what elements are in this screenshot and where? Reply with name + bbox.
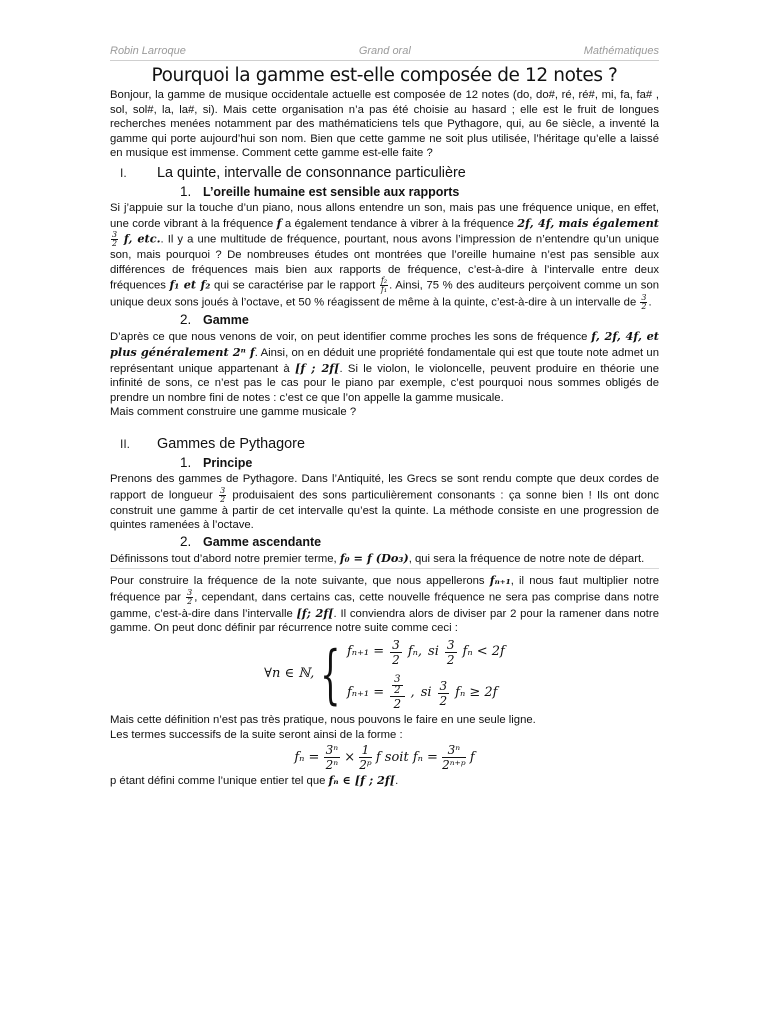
fraction-3-2: $\frac{3}{2}$ xyxy=(641,293,647,312)
paragraph-form: Les termes successifs de la suite seront ainsi de la forme : xyxy=(110,728,403,741)
case-line-1: fₙ₊₁ = $\frac{3}{2}$ fₙ, si 3 2 fₙ < 2f xyxy=(346,638,505,668)
closed-form-equation: fₙ = $\frac{\text{3ⁿ}}{\text{2ⁿ}}$ × $\frac{1}{\text{2ᵖ}}$ f soit fₙ = $\frac{\text{3ⁿ}}{\text{2ⁿ⁺ᵖ}}$ f xyxy=(294,743,475,773)
paragraph-ear-ratios: Si j’appuie sur la touche d’un piano, nous allons entendre un son, mais pas une fréquence unique, en effet, une corde vibrant à la fréquence f a également tendance à vibrer à la fréquence 2f, 4f, mais également $\frac{3}{2}$ f, etc.. Il y a une multitude de fréquence, pourtant, nous avons l’impression de n’entendre qu’un unique son, mais pourquoi ? De nombreuses études ont montrées que l’oreille humaine n’est pas sensible aux différences de fréquences mais bien aux rapports de fréquence, c’est-à-dire à l’intervalle entre deux fréquences f₁ et f₂ qui se caractérise par le rapport $\frac{\text{f₂}}{\text{f₁}}$ . Ainsi, 75 % des auditeurs perçoivent comme un son unique deux sons joués à l’octave, et 50 % réagissent de même à la quinte, c’est-à-dire à un intervalle de $\frac{3}{2}$ . xyxy=(110,201,660,312)
header-rule xyxy=(110,60,659,61)
section-2-heading: II. Gammes de Pythagore xyxy=(120,435,305,452)
fraction-3-2: $\frac{3}{2}$ xyxy=(187,587,193,606)
paragraph-recurrence: Pour construire la fréquence de la note suivante, que nous appellerons fₙ₊₁, il nous faut multiplier notre fréquence par $\frac{3}{2}$ , cependant, dans certains cas, cette nouvelle fréquence ne sera pas comprise dans notre gamme, c’est-à-dire dans l’intervalle [f; 2f[. Il conviendra alors de diviser par 2 pour la ramener dans notre gamme. On peut donc définir par récurrence notre suite comme ceci : xyxy=(110,573,660,635)
subsection-1-1-heading: 1. L’oreille humaine est sensible aux rapports xyxy=(180,183,460,199)
paragraph-question: Mais comment construire une gamme musicale ? xyxy=(110,406,357,419)
intro-paragraph: Bonjour, la gamme de musique occidentale actuelle est composée de 12 notes (do, do#, ré, ré#, mi, fa, fa# , sol, sol#, la, la#, si). Mais cette organisation n’a pas été choisie au hasard ; elle est le fruit de longues recherches menées notamment par des mathématiciens tels que Pythagore, qui, au 6e siècle, a inventé la gamme qui porte aujourd’hui son nom. Bien que cette gamme ne soit plus utilisée, l’héritage qu’elle a laissé en musique est immense. Comment cette gamme est-elle faite ? xyxy=(110,89,659,160)
recurrence-system: ∀n ∈ ℕ, { fₙ₊₁ = $\frac{3}{2}$ fₙ, si 3 2 fₙ < 2f fₙ₊₁ = $\frac{\frac{3}{2}}{2}$ , si 3 2 fₙ ≥ 2f xyxy=(264,637,505,712)
subsection-1-2-heading: 2. Gamme xyxy=(180,312,249,328)
paragraph-gamme: D’après ce que nous venons de voir, on peut identifier comme proches les sons de fréquence f, 2f, 4f, et plus généralement 2ⁿ f. Ainsi, on en déduit une propriété fondamentale qui est que toute note admet un représentant unique appartenant à [f ; 2f[. Si le violon, le violoncelle, peuvent produire en théorie une infinité de sons, ce n’est pas le cas pour le piano par exemple, c’est pourquoi nous sommes obligés de prendre un nombre fini de notes : c’est ce que l’on appelle la gamme musicale. xyxy=(110,329,659,404)
document-page xyxy=(110,44,659,789)
subsection-2-2-heading: 2. Gamme ascendante xyxy=(180,533,322,549)
page-title: Pourquoi la gamme est-elle composée de 12 notes ? xyxy=(151,65,618,86)
fraction-3-2: $\frac{3}{2}$ xyxy=(112,230,118,249)
fraction-3-2: $\frac{3}{2}$ xyxy=(220,485,226,504)
header-center: Grand oral xyxy=(358,45,411,57)
case-line-2: fₙ₊₁ = $\frac{\frac{3}{2}}{2}$ , si 3 2 fₙ ≥ 2f xyxy=(346,674,498,712)
paragraph-first-term: Définissons tout d’abord notre premier terme, f₀ = f (Do₃), qui sera la fréquence de notre note de départ. xyxy=(110,550,645,565)
header-author: Robin Larroque xyxy=(110,45,186,57)
paragraph-one-line: Mais cette définition n’est pas très pratique, nous pouvons le faire en une seule ligne. xyxy=(110,714,536,727)
section-1-heading: I. La quinte, intervalle de consonnance particulière xyxy=(120,164,466,181)
brace-symbol: { xyxy=(320,637,341,712)
divider xyxy=(110,568,659,569)
paragraph-p-definition: p étant défini comme l’unique entier tel que fₙ ∈ [f ; 2f[. xyxy=(110,773,399,788)
subsection-2-1-heading: 1. Principe xyxy=(180,454,253,470)
header-subject: Mathématiques xyxy=(583,45,659,57)
paragraph-principe: Prenons des gammes de Pythagore. Dans l’Antiquité, les Grecs se sont rendu compte que deux cordes de rapport de longueur $\frac{3}{2}$ produisaient des sons particulièrement consonants : ça sonne bien ! Ils ont donc construit une gamme à partir de cet intervalle qu’est la quinte. La méthode consiste en une progression de quintes ramenées à l’octave. xyxy=(110,472,660,532)
page-header xyxy=(110,44,659,60)
fraction-f2-f1: $\frac{\text{f₂}}{\text{f₁}}$ xyxy=(380,276,388,295)
